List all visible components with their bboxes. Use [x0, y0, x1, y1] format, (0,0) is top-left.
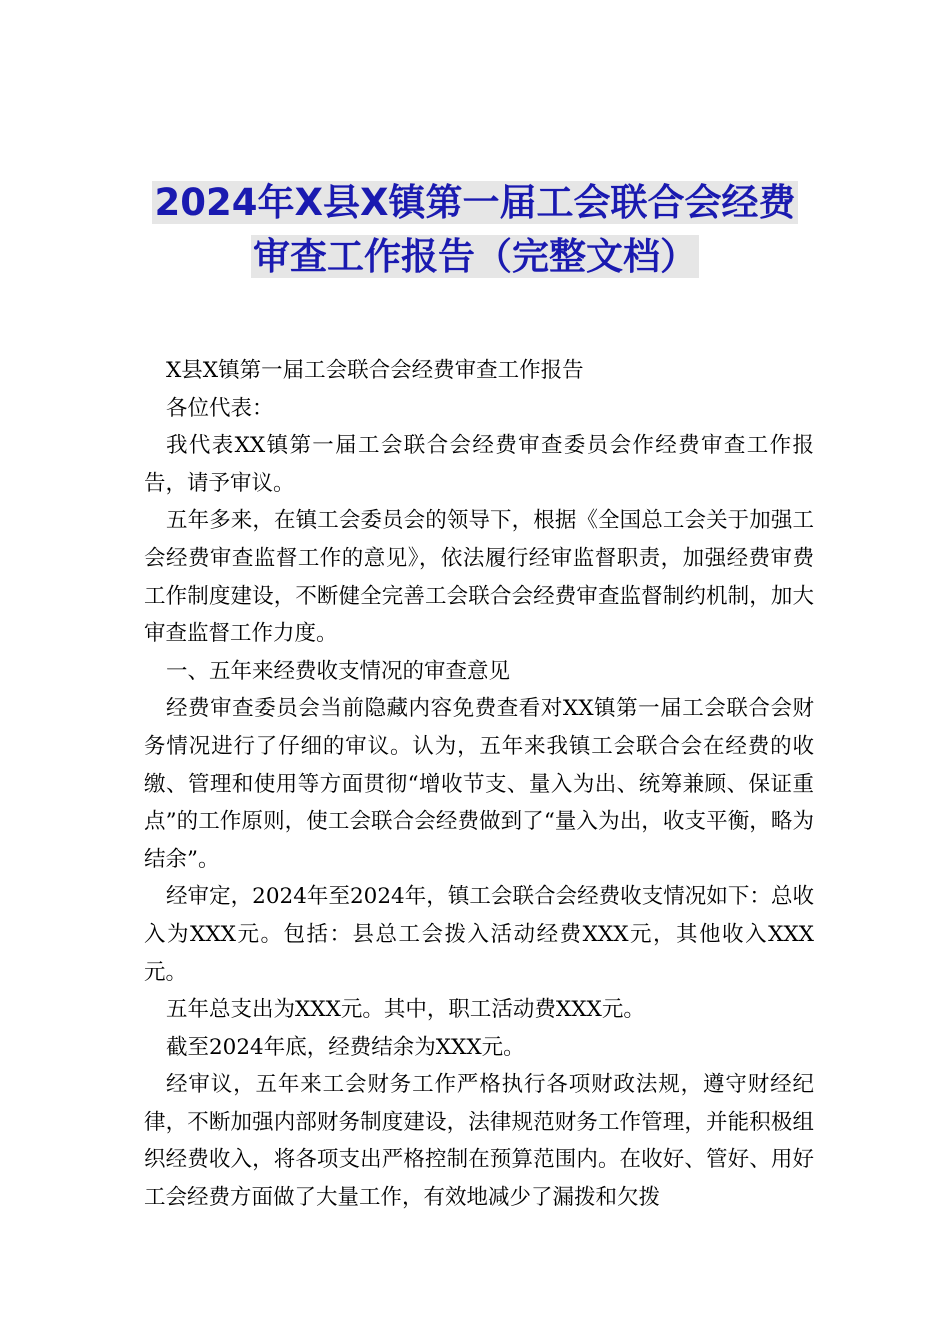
title-line-2: 审查工作报告（完整文档）	[253, 235, 697, 278]
section-heading-1: 一、五年来经费收支情况的审查意见	[166, 658, 511, 684]
assessment-paragraph: 经审议，五年来工会财务工作严格执行各项财政法规，遵守财经纪律，不断加强内部财务制度建设，法律规范财务工作管理，并能积极组织经费收入，将各项支出严格控制在预算范围内。在收好、管好、用好工会经费方面做了大量工作，有效地减少了漏拨和欠拨	[144, 1072, 814, 1211]
document-title	[0, 176, 950, 284]
report-heading: X县X镇第一届工会联合会经费审查工作报告	[166, 358, 584, 383]
overview-paragraph: 五年多来，在镇工会委员会的领导下，根据《全国总工会关于加强工会经费审查监督工作的意见》，依法履行经审监督职责，加强经费审费工作制度建设，不断健全完善工会联合会经费审查监督制约机制，加大审查监督工作力度。	[144, 508, 814, 647]
salutation: 各位代表：	[166, 395, 274, 421]
balance-paragraph: 截至2024年底，经费结余为XXX元。	[166, 1034, 525, 1060]
review-paragraph: 经费审查委员会当前隐藏内容免费查看对XX镇第一届工会联合会财务情况进行了仔细的审议。认为，五年来我镇工会联合会在经费的收缴、管理和使用等方面贯彻“增收节支、量入为出、统筹兼顾、保证重点”的工作原则，使工会联合会经费做到了“量入为出，收支平衡，略为结余”。	[144, 696, 814, 872]
income-paragraph: 经审定，2024年至2024年，镇工会联合会经费收支情况如下：总收入为XXX元。包括：县总工会拨入活动经费XXX元，其他收入XXX元。	[144, 884, 814, 985]
expense-paragraph: 五年总支出为XXX元。其中，职工活动费XXX元。	[166, 997, 645, 1023]
intro-paragraph: 我代表XX镇第一届工会联合会经费审查委员会作经费审查工作报告，请予审议。	[144, 433, 814, 496]
document-body	[144, 352, 814, 1217]
title-line-1: 2024年X县X镇第一届工会联合会经费	[154, 181, 796, 224]
